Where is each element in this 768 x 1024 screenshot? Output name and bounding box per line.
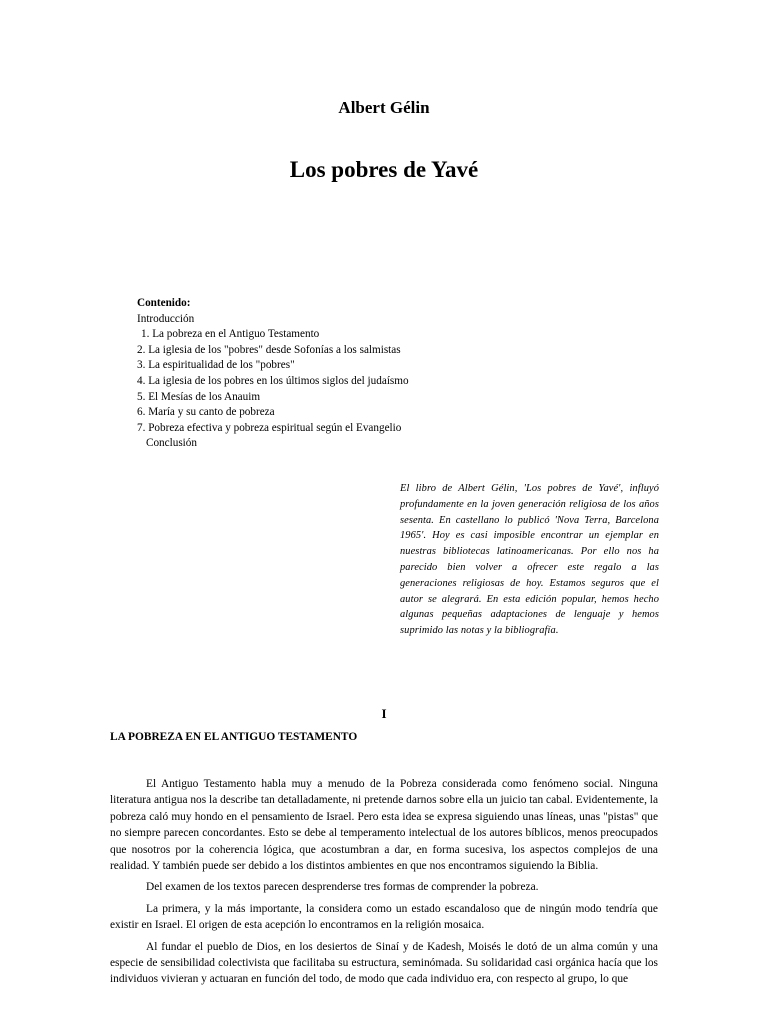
toc-item-3: 3. La espiritualidad de los "pobres" [137,359,295,372]
toc-heading: Contenido: [137,297,191,309]
table-of-contents [137,296,409,452]
chapter-number: I [381,706,387,721]
toc-item-conclusion: Conclusión [146,437,197,450]
paragraph: Del examen de los textos parecen desprenderse tres formas de comprender la pobreza. [146,881,539,894]
toc-item-1: 1. La pobreza en el Antiguo Testamento [141,328,320,341]
toc-item-4: 4. La iglesia de los pobres en los últimos siglos del judaísmo [137,374,409,387]
paragraph: El Antiguo Testamento habla muy a menudo de la Pobreza considerada como fenómeno social. Ninguna literatura antigua nos la describe tan detalladamente, ni pretende darnos sobre ella un juicio tan cabal. Evidentemente, la pobreza caló muy hondo en el pensamiento de Israel. Pero esta idea se expresa siguiendo unas líneas, unas "pistas" que no siempre parecen concordantes. Esto se debe al temperamento intelectual de los autores bíblicos, menos preocupados que nosotros por la coherencia lógica, que acostumbran a dar, en forma sucesiva, los aspectos complejos de una realidad. Y también puede ser debido a los distintos ambientes en que nos encontramos siguiendo la Biblia. [110,778,658,873]
author-name: Albert Gélin [338,98,430,117]
toc-item-6: 6. María y su canto de pobreza [137,406,275,419]
chapter-body [110,776,658,993]
toc-item-2: 2. La iglesia de los "pobres" desde Sofonías a los salmistas [137,343,401,356]
paragraph: La primera, y la más importante, la considera como un estado escandaloso que de ningún modo tendría que existir en Israel. El origen de esta acepción lo encontramos en la religión mosaica. [110,902,658,932]
book-title: Los pobres de Yavé [289,157,479,182]
toc-item-7: 7. Pobreza efectiva y pobreza espiritual según el Evangelio [137,421,402,434]
paragraph: Al fundar el pueblo de Dios, en los desiertos de Sinaí y de Kadesh, Moisés le dotó de un alma común y una especie de sensibilidad colectivista que facilitaba su estructura, seminómada. Su solidaridad casi orgánica hacía que los individuos vivieran y actuaran en función del todo, de modo que cada individuo era, con respecto al grupo, lo que [110,940,658,986]
toc-item-5: 5. El Mesías de los Anauim [137,390,261,403]
chapter-heading: LA POBREZA EN EL ANTIGUO TESTAMENTO [110,731,358,743]
toc-item-introduction: Introducción [137,312,195,325]
editor-note: El libro de Albert Gélin, 'Los pobres de Yavé', influyó profundamente en la joven generación religiosa de los años sesenta. En castellano lo publicó 'Nova Terra, Barcelona 1965'. Hoy es casi imposible encontrar un ejemplar en nuestras bibliotecas latinoamericanas. Por ello nos ha parecido bien volver a ofrecer este regalo a las generaciones religiosas de hoy. Estamos seguros que el autor se alegrará. En esta edición popular, hemos hecho algunas pequeñas adaptaciones de lenguaje y hemos suprimido las notas y la bibliografía. [400,483,659,637]
